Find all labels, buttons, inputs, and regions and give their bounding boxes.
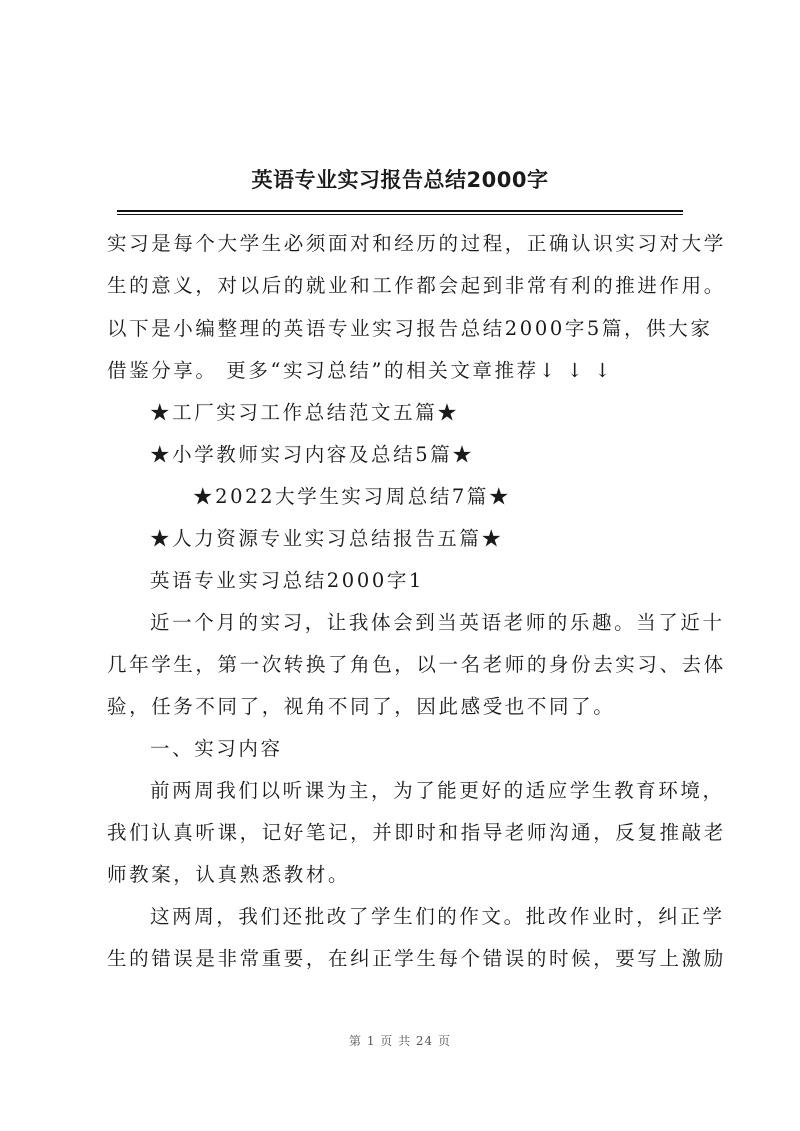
text-line: 几年学生，第一次转换了角色，以一名老师的身份去实习、去体	[107, 653, 726, 676]
text-line: 实习是每个大学生必须面对和经历的过程，正确认识实习对大学	[107, 232, 726, 255]
text-line: 以下是小编整理的英语专业实习报告总结2000字5篇，供大家	[107, 317, 713, 340]
text-line: 生的意义，对以后的就业和工作都会起到非常有利的推进作用。	[107, 274, 726, 297]
title-rule-thin	[117, 214, 683, 215]
text-line: 前两周我们以听课为主，为了能更好的适应学生教育环境，	[150, 779, 725, 802]
section-heading: 一、实习内容	[150, 737, 283, 760]
text-line: 验，任务不同了，视角不同了，因此感受也不同了。	[107, 695, 616, 718]
text-line: 师教案，认真熟悉教材。	[107, 863, 351, 886]
recommended-article: ★工厂实习工作总结范文五篇★	[150, 401, 460, 424]
page-number-footer: 第 1 页 共 24 页	[349, 1034, 451, 1048]
text-line: 生的错误是非常重要，在纠正学生每个错误的时候，要写上激励	[107, 947, 726, 970]
text-line: 这两周，我们还批改了学生们的作文。批改作业时，纠正学	[150, 905, 725, 928]
section-heading: 英语专业实习总结2000字1	[150, 569, 424, 592]
recommended-article: ★2022大学生实习周总结7篇★	[193, 485, 512, 508]
recommended-article: ★人力资源专业实习总结报告五篇★	[150, 527, 504, 550]
text-line: 我们认真听课，记好笔记，并即时和指导老师沟通，反复推敲老	[107, 821, 726, 844]
recommended-article: ★小学教师实习内容及总结5篇★	[150, 443, 475, 466]
title-rule-thick	[117, 210, 683, 212]
page-title: 英语专业实习报告总结2000字	[251, 168, 549, 192]
text-line: 借鉴分享。 更多“实习总结”的相关文章推荐↓ ↓ ↓	[107, 359, 614, 382]
text-line: 近一个月的实习，让我体会到当英语老师的乐趣。当了近十	[150, 611, 725, 634]
